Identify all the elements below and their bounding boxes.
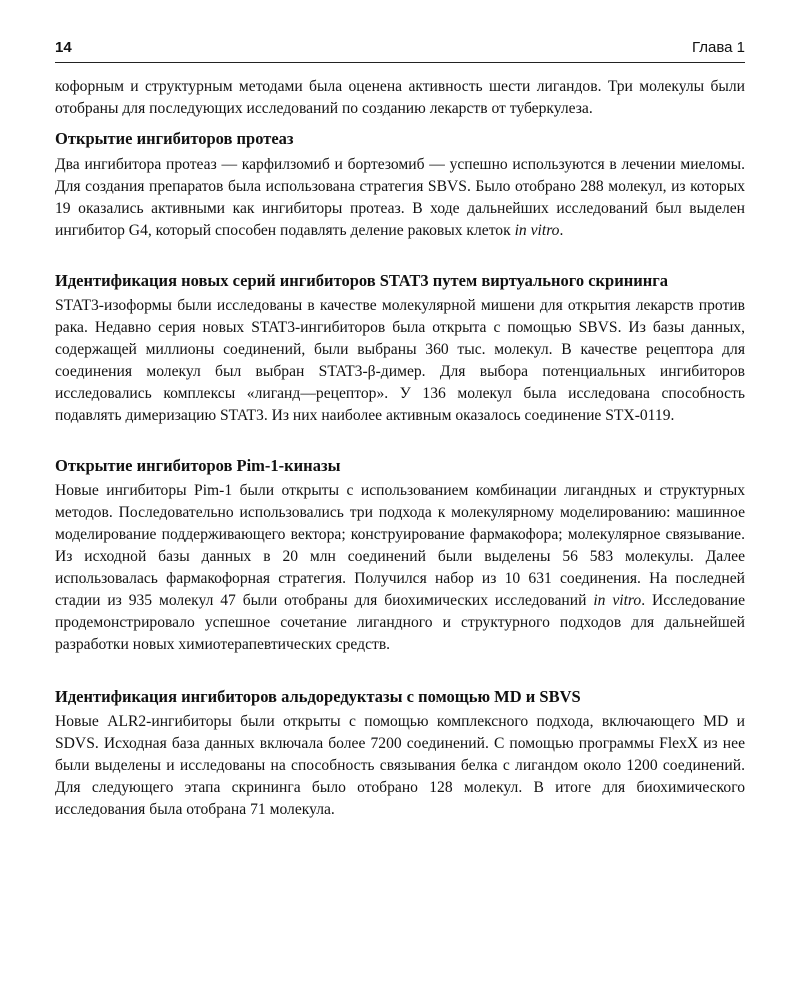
section-heading: Открытие ингибиторов протеаз — [55, 129, 294, 148]
running-header — [55, 36, 745, 63]
chapter-title: Глава 1 — [691, 39, 745, 56]
section-protease-inhibitors — [55, 129, 745, 242]
section-aldose-reductase-inhibitors — [55, 687, 745, 821]
section-paragraph: Новые ингибиторы Pim-1 были открыты с использованием комбинации лигандных и структурных методов. Последовательно использовались три подхода к молекулярному моделированию: машинное моделирование поддерживающего вектора; конструирование фармакофора; молекулярное связывание. Из исходной базы данных в 20 млн соединений были выделены 56 583 молекулы. Далее использовалась фармакофорная стратегия. Получился набор из 10 631 соединения. На последней стадии из 935 молекул 47 были отобраны для биохимических исследований in vitro. Исследование продемонстрировало успешное сочетание лигандного и структурного подходов для дальнейшей разработки новых химиотерапевтических средств. — [55, 482, 745, 653]
section-paragraph: Два ингибитора протеаз — карфилзомиб и бортезомиб — успешно используются в лечении миеломы. Для создания препаратов была использована стратегия SBVS. Было отобрано 288 молекул, из которых 19 оказались активными как ингибиторы протеаз. В ходе дальнейших исследований был выделен ингибитор G4, который способен подавлять деление раковых клеток in vitro. — [55, 156, 745, 239]
page-number: 14 — [55, 39, 72, 56]
section-heading: Идентификация ингибиторов альдоредуктазы с помощью MD и SBVS — [55, 687, 581, 706]
section-paragraph: STAT3-изоформы были исследованы в качестве молекулярной мишени для открытия лекарств против рака. Недавно серия новых STAT3-ингибиторов была открыта с помощью SBVS. Из базы данных, содержащей миллионы соединений, были выбраны 360 тыс. молекул. В качестве рецептора для соединения молекул был выбран STAT3-β-димер. Для выбора потенциальных ингибиторов исследовались комплексы «лиганд—рецептор». У 136 молекул была исследована способность подавлять димеризацию STAT3. Из них наиболее активным оказалось соединение STX-0119. — [55, 297, 745, 424]
italic-term: in vitro — [593, 592, 642, 609]
section-stat3-inhibitors — [55, 271, 745, 427]
italic-term: in vitro — [514, 222, 560, 239]
section-heading: Идентификация новых серий ингибиторов STAT3 путем виртуального скрининга — [55, 271, 668, 290]
intro-paragraph: кофорным и структурным методами была оценена активность шести лигандов. Три молекулы были отобраны для последующих исследований по созданию лекарств от туберкулеза. — [55, 78, 745, 117]
page-content — [55, 76, 745, 821]
section-paragraph: Новые ALR2-ингибиторы были открыты с помощью комплексного подхода, включающего MD и SDVS. Исходная база данных включала более 7200 соединений. С помощью программы FlexX из нее были выделены и исследованы на способность связывания белка с лигандом около 1200 соединений. Для следующего этапа скрининга было отобрано 128 молекул. В итоге для биохимического исследования была отобрана 71 молекула. — [55, 713, 745, 818]
section-pim1-kinase-inhibitors — [55, 456, 745, 656]
section-heading: Открытие ингибиторов Pim-1-киназы — [55, 456, 341, 475]
